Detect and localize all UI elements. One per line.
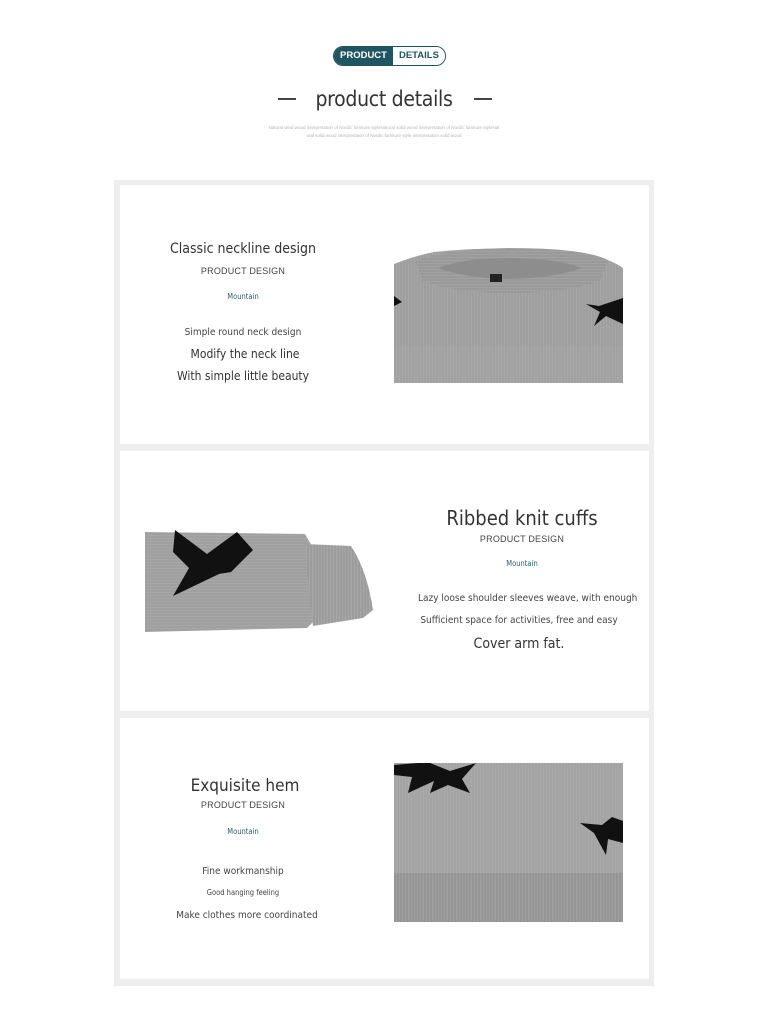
section-label: PRODUCT DESIGN <box>200 266 286 276</box>
section-line: Make clothes more coordinated <box>176 910 318 921</box>
page-title: product details <box>315 87 453 111</box>
badge-product-label: PRODUCT <box>334 47 393 65</box>
section-line: Modify the neck line <box>190 347 300 361</box>
section-tag: Mountain <box>506 559 538 568</box>
section-line: Simple round neck design <box>184 327 302 338</box>
section-title: Exquisite hem <box>190 776 300 796</box>
section-tag: Mountain <box>227 292 259 301</box>
section-line: Lazy loose shoulder sleeves weave, with enough <box>418 593 638 604</box>
section-line: Sufficient space for activities, free and easy <box>420 615 618 626</box>
section-tag: Mountain <box>227 827 259 836</box>
section-title: Ribbed knit cuffs <box>446 506 598 530</box>
product-details-badge <box>333 46 446 66</box>
title-right-dash <box>474 98 492 100</box>
cuff-sleeve-photo <box>145 530 375 634</box>
badge-details-label: DETAILS <box>393 47 445 65</box>
hem-sweater-photo <box>394 763 623 922</box>
section-line: Fine workmanship <box>202 866 284 877</box>
section-line: Good hanging feeling <box>206 888 280 897</box>
section-label: PRODUCT DESIGN <box>479 534 565 544</box>
section-label: PRODUCT DESIGN <box>200 800 286 810</box>
section-title: Classic neckline design <box>169 241 317 257</box>
subtitle-line-1: Natural wind wood interpretation of Nordic furniture styleNatural solid wood interpretation of Nordic furniture styleNat <box>268 125 500 130</box>
neckline-sweater-photo <box>394 246 623 383</box>
subtitle-line-2: ural solid wood interpretation of Nordic furniture style interpretation solid wood <box>306 133 462 138</box>
section-line: Cover arm fat. <box>473 636 565 652</box>
page-title-row <box>0 84 768 114</box>
section-line: With simple little beauty <box>176 369 310 383</box>
